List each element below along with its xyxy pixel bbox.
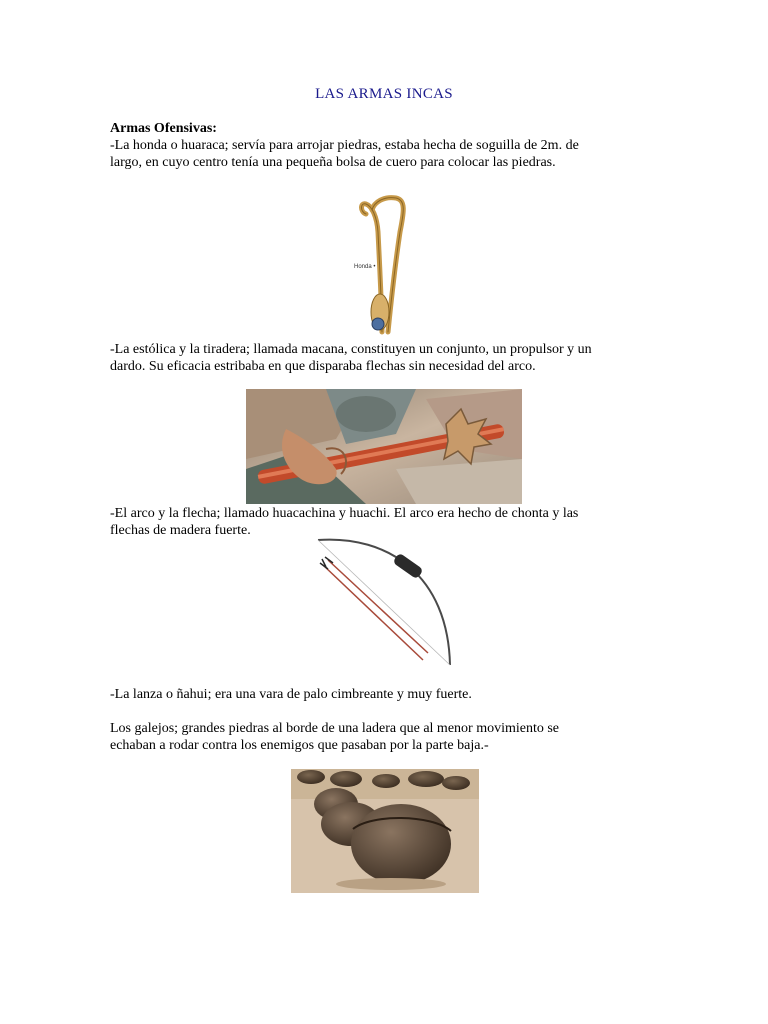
honda-paragraph-line-1: -La honda o huaraca; servía para arrojar piedras, estaba hecha de soguilla de 2m. de <box>110 138 579 153</box>
estolica-paragraph-line-2: dardo. Su eficacia estribaba en que disparaba flechas sin necesidad del arco. <box>110 359 536 374</box>
lanza-paragraph-line-1: -La lanza o ñahui; era una vara de palo cimbreante y muy fuerte. <box>110 687 472 702</box>
honda-paragraph-line-2: largo, en cuyo centro tenía una pequeña bolsa de cuero para colocar las piedras. <box>110 155 556 170</box>
macana-image <box>246 389 522 504</box>
galejos-paragraph-line-1: Los galejos; grandes piedras al borde de una ladera que al menor movimiento se <box>110 721 560 736</box>
arco-paragraph-line-2: flechas de madera fuerte. <box>110 523 251 538</box>
honda-image <box>352 192 422 337</box>
galejos-paragraph-line-2: echaban a rodar contra los enemigos que pasaban por la parte baja.- <box>110 738 489 753</box>
section-heading: Armas Ofensivas: <box>110 121 217 136</box>
page-title: LAS ARMAS INCAS <box>315 86 453 102</box>
honda-label: Honda • <box>354 264 376 270</box>
galejos-image <box>291 769 479 893</box>
arco-paragraph-line-1: -El arco y la flecha; llamado huacachina y huachi. El arco era hecho de chonta y las <box>110 506 579 521</box>
bow-and-arrows-image <box>298 535 468 670</box>
estolica-paragraph-line-1: -La estólica y la tiradera; llamada macana, constituyen un conjunto, un propulsor y un <box>110 342 592 357</box>
